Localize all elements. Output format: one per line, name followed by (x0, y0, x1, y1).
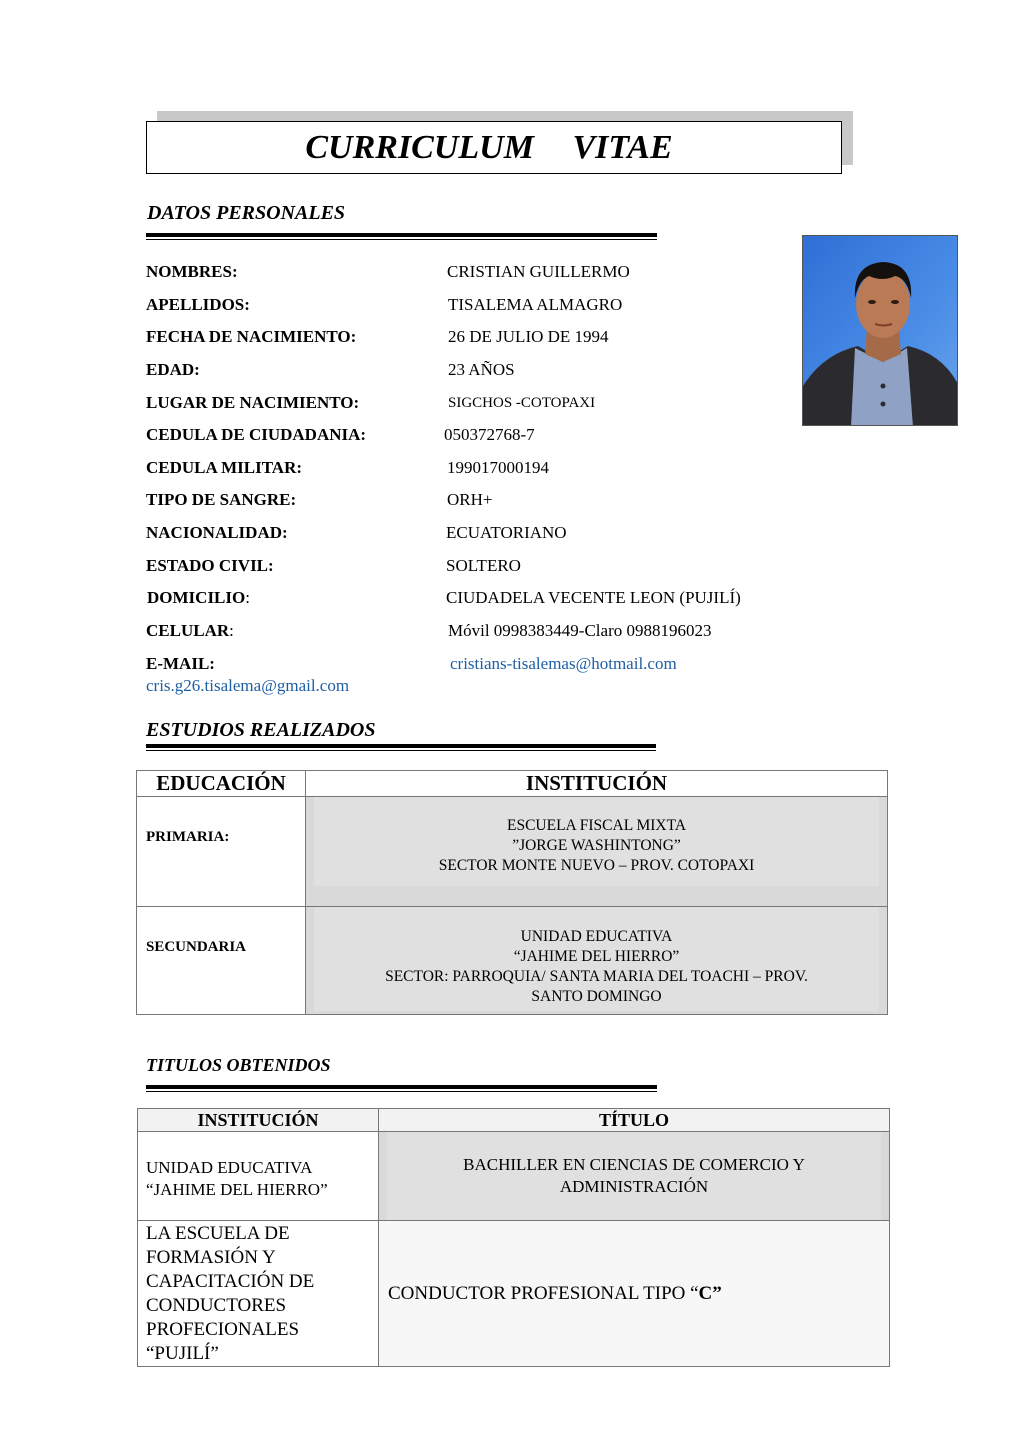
title-institution-1: UNIDAD EDUCATIVA “JAHIME DEL HIERRO” (146, 1158, 328, 1199)
table-row (138, 1221, 890, 1367)
col-education: EDUCACIÓN (137, 771, 306, 797)
titles-heading: TITULOS OBTENIDOS (146, 1055, 331, 1075)
level-secundaria: SECUNDARIA (146, 939, 247, 955)
table-row (138, 1132, 890, 1221)
col-title: TÍTULO (379, 1109, 890, 1132)
col-institution: INSTITUCIÓN (138, 1109, 379, 1132)
table-row (137, 797, 888, 907)
document-title: CURRICULUM VITAE (305, 128, 673, 166)
studies-heading: ESTUDIOS REALIZADOS (146, 719, 376, 741)
titles-table (137, 1108, 890, 1367)
personal-heading-rule (146, 233, 657, 240)
titles-header-row (138, 1109, 890, 1132)
title-institution-2: LA ESCUELA DE FORMASIÓN Y CAPACITACIÓN DE CONDUCTORES PROFECIONALES “PUJILÍ” (146, 1223, 315, 1364)
personal-heading: DATOS PERSONALES (147, 202, 346, 224)
institution-primaria: ESCUELA FISCAL MIXTA ”JORGE WASHINTONG” SECTOR MONTE NUEVO – PROV. COTOPAXI (314, 797, 879, 886)
institution-secundaria: UNIDAD EDUCATIVA “JAHIME DEL HIERRO” SECTOR: PARROQUIA/ SANTA MARIA DEL TOACHI – PROV. SANTO DOMINGO (314, 907, 879, 1011)
title-conductor: CONDUCTOR PROFESIONAL TIPO “C” (388, 1282, 722, 1304)
email-primary-link[interactable]: cristians-tisalemas@hotmail.com (450, 654, 677, 673)
table-row (137, 907, 888, 1015)
titles-heading-rule (146, 1085, 657, 1092)
studies-table (136, 770, 888, 1015)
profile-photo (802, 235, 958, 426)
level-primaria: PRIMARIA: (146, 829, 230, 845)
person-photo-icon (803, 236, 958, 426)
title-bachiller: BACHILLER EN CIENCIAS DE COMERCIO Y ADMINISTRACIÓN (387, 1132, 881, 1220)
title-box (146, 121, 842, 174)
email-secondary-link[interactable]: cris.g26.tisalema@gmail.com (146, 676, 350, 695)
studies-header-row (137, 771, 888, 797)
col-institution: INSTITUCIÓN (306, 771, 888, 797)
studies-heading-rule (146, 744, 656, 751)
